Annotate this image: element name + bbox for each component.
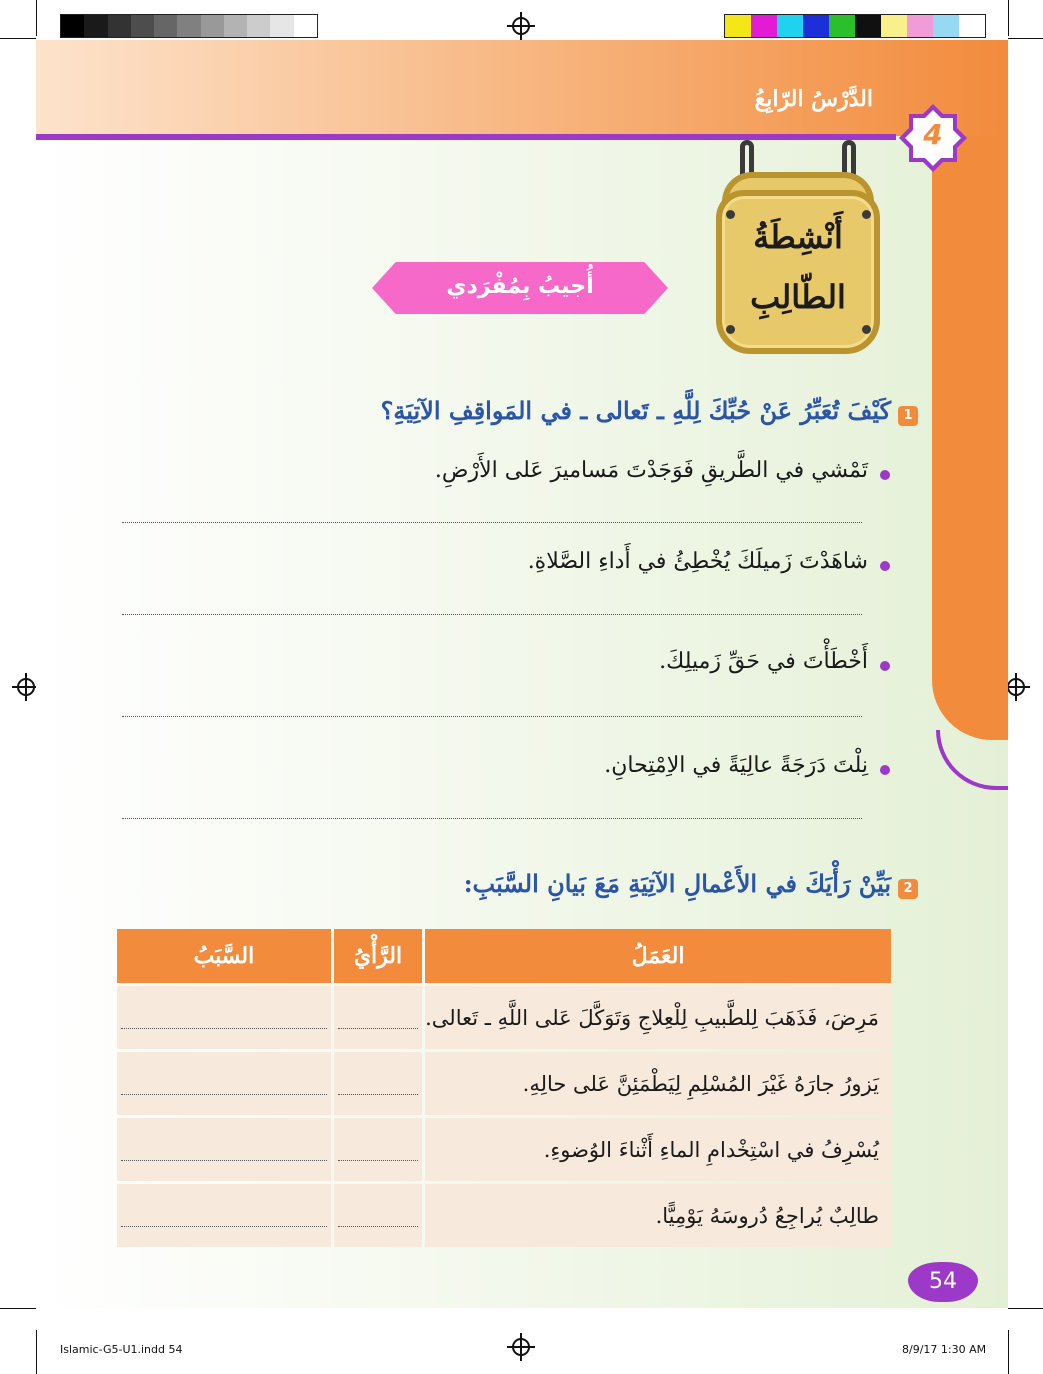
bullet-icon — [880, 470, 890, 480]
question-1-text: كَيْفَ تُعَبِّرُ عَنْ حُبِّكَ لِلَّهِ ـ تَعالى ـ في المَواقِفِ الآتِيَةِ؟ — [380, 396, 891, 425]
footer-date: 8/9/17 1:30 AM — [902, 1343, 987, 1356]
header-reason: السَّبَبُ — [117, 929, 331, 983]
opinion-cell[interactable] — [334, 1118, 422, 1181]
answer-line[interactable] — [122, 522, 862, 523]
calibration-swatch — [933, 15, 959, 37]
footer-file-name: Islamic-G5-U1.indd 54 — [60, 1343, 183, 1356]
crop-mark — [36, 0, 37, 36]
activity-label: أُجيبُ بِمُفْرَدي — [446, 274, 594, 299]
sign-line-2: الطّالِبِ — [750, 278, 846, 316]
reason-cell[interactable] — [117, 1118, 331, 1181]
bullet-icon — [880, 661, 890, 671]
reason-cell[interactable] — [117, 1184, 331, 1247]
calibration-swatch — [881, 15, 907, 37]
table-row — [117, 1184, 891, 1247]
calibration-swatch — [751, 15, 777, 37]
calibration-swatch — [959, 15, 985, 37]
opinion-cell[interactable] — [334, 1052, 422, 1115]
table-row — [117, 1118, 891, 1181]
lesson-title: الدَّرْسُ الرّابِعُ — [754, 86, 873, 112]
crop-mark — [1008, 1308, 1043, 1309]
calibration-swatch — [201, 15, 224, 37]
question-1-item: شاهَدْتَ زَميلَكَ يُخْطِئُ في أَداءِ الصَّلاةِ. — [527, 549, 868, 574]
calibration-swatch — [907, 15, 933, 37]
answer-line[interactable] — [122, 818, 862, 819]
registration-mark-bottom-icon — [512, 1338, 530, 1356]
calibration-swatch — [61, 15, 84, 37]
student-activities-sign — [716, 190, 880, 354]
crop-mark — [0, 38, 36, 39]
opinion-cell[interactable] — [334, 986, 422, 1049]
calibration-swatch — [108, 15, 131, 37]
answer-line[interactable] — [122, 716, 862, 717]
color-calibration-strip — [724, 14, 986, 38]
calibration-swatch — [725, 15, 751, 37]
crop-mark — [0, 1308, 36, 1309]
bullet-icon — [880, 765, 890, 775]
action-cell: طالِبٌ يُراجِعُ دُروسَهُ يَوْمِيًّا. — [425, 1184, 891, 1247]
question-1-number: 1 — [898, 406, 918, 426]
crop-mark — [1008, 38, 1043, 39]
calibration-swatch — [855, 15, 881, 37]
calibration-swatch — [294, 15, 317, 37]
table-header-row — [117, 929, 891, 983]
sign-line-1: أَنْشِطَةُ — [753, 218, 843, 256]
calibration-swatch — [154, 15, 177, 37]
calibration-swatch — [270, 15, 293, 37]
registration-mark-right-icon — [1007, 678, 1025, 696]
crop-mark — [36, 1330, 37, 1374]
opinion-cell[interactable] — [334, 1184, 422, 1247]
calibration-swatch — [177, 15, 200, 37]
registration-mark-top-icon — [512, 17, 530, 35]
action-cell: يَزورُ جارَهُ غَيْرَ المُسْلِمِ لِيَطْمَئِنَّ عَلى حالِهِ. — [425, 1052, 891, 1115]
calibration-swatch — [829, 15, 855, 37]
calibration-swatch — [84, 15, 107, 37]
gray-calibration-strip — [60, 14, 318, 38]
calibration-swatch — [247, 15, 270, 37]
bolt-icon — [726, 325, 735, 334]
crop-mark — [1008, 1330, 1009, 1374]
calibration-swatch — [803, 15, 829, 37]
question-1-item: نِلْتَ دَرَجَةً عالِيَةً في الاِمْتِحانِ. — [604, 753, 868, 778]
bolt-icon — [862, 325, 871, 334]
crop-mark — [1008, 0, 1009, 36]
page-number: 54 — [908, 1262, 978, 1302]
table-row — [117, 1052, 891, 1115]
lesson-number: 4 — [923, 118, 943, 151]
question-2-number: 2 — [898, 879, 918, 899]
registration-mark-left-icon — [17, 678, 35, 696]
header-action: العَمَلُ — [425, 929, 891, 983]
question-1-item: أَخْطَأْتَ في حَقِّ زَميلِكَ. — [659, 649, 868, 674]
opinion-table — [114, 926, 894, 1250]
question-1-item: تَمْشي في الطَّريقِ فَوَجَدْتَ مَساميرَ عَلى الأَرْضِ. — [434, 458, 868, 483]
answer-line[interactable] — [122, 614, 862, 615]
bullet-icon — [880, 561, 890, 571]
action-cell: يُسْرِفُ في اسْتِخْدامِ الماءِ أَثْناءَ الوُضوءِ. — [425, 1118, 891, 1181]
header-divider — [36, 134, 896, 140]
table-row — [117, 986, 891, 1049]
calibration-swatch — [224, 15, 247, 37]
header-opinion: الرَّأْيُ — [334, 929, 422, 983]
reason-cell[interactable] — [117, 986, 331, 1049]
calibration-swatch — [131, 15, 154, 37]
reason-cell[interactable] — [117, 1052, 331, 1115]
question-2-text: بَيِّنْ رَأْيَكَ في الأَعْمالِ الآتِيَةِ مَعَ بَيانِ السَّبَبِ: — [463, 869, 891, 898]
action-cell: مَرِضَ، فَذَهَبَ لِلطَّبيبِ لِلْعِلاجِ وَتَوَكَّلَ عَلى اللَّهِ ـ تَعالى. — [425, 986, 891, 1049]
calibration-swatch — [777, 15, 803, 37]
